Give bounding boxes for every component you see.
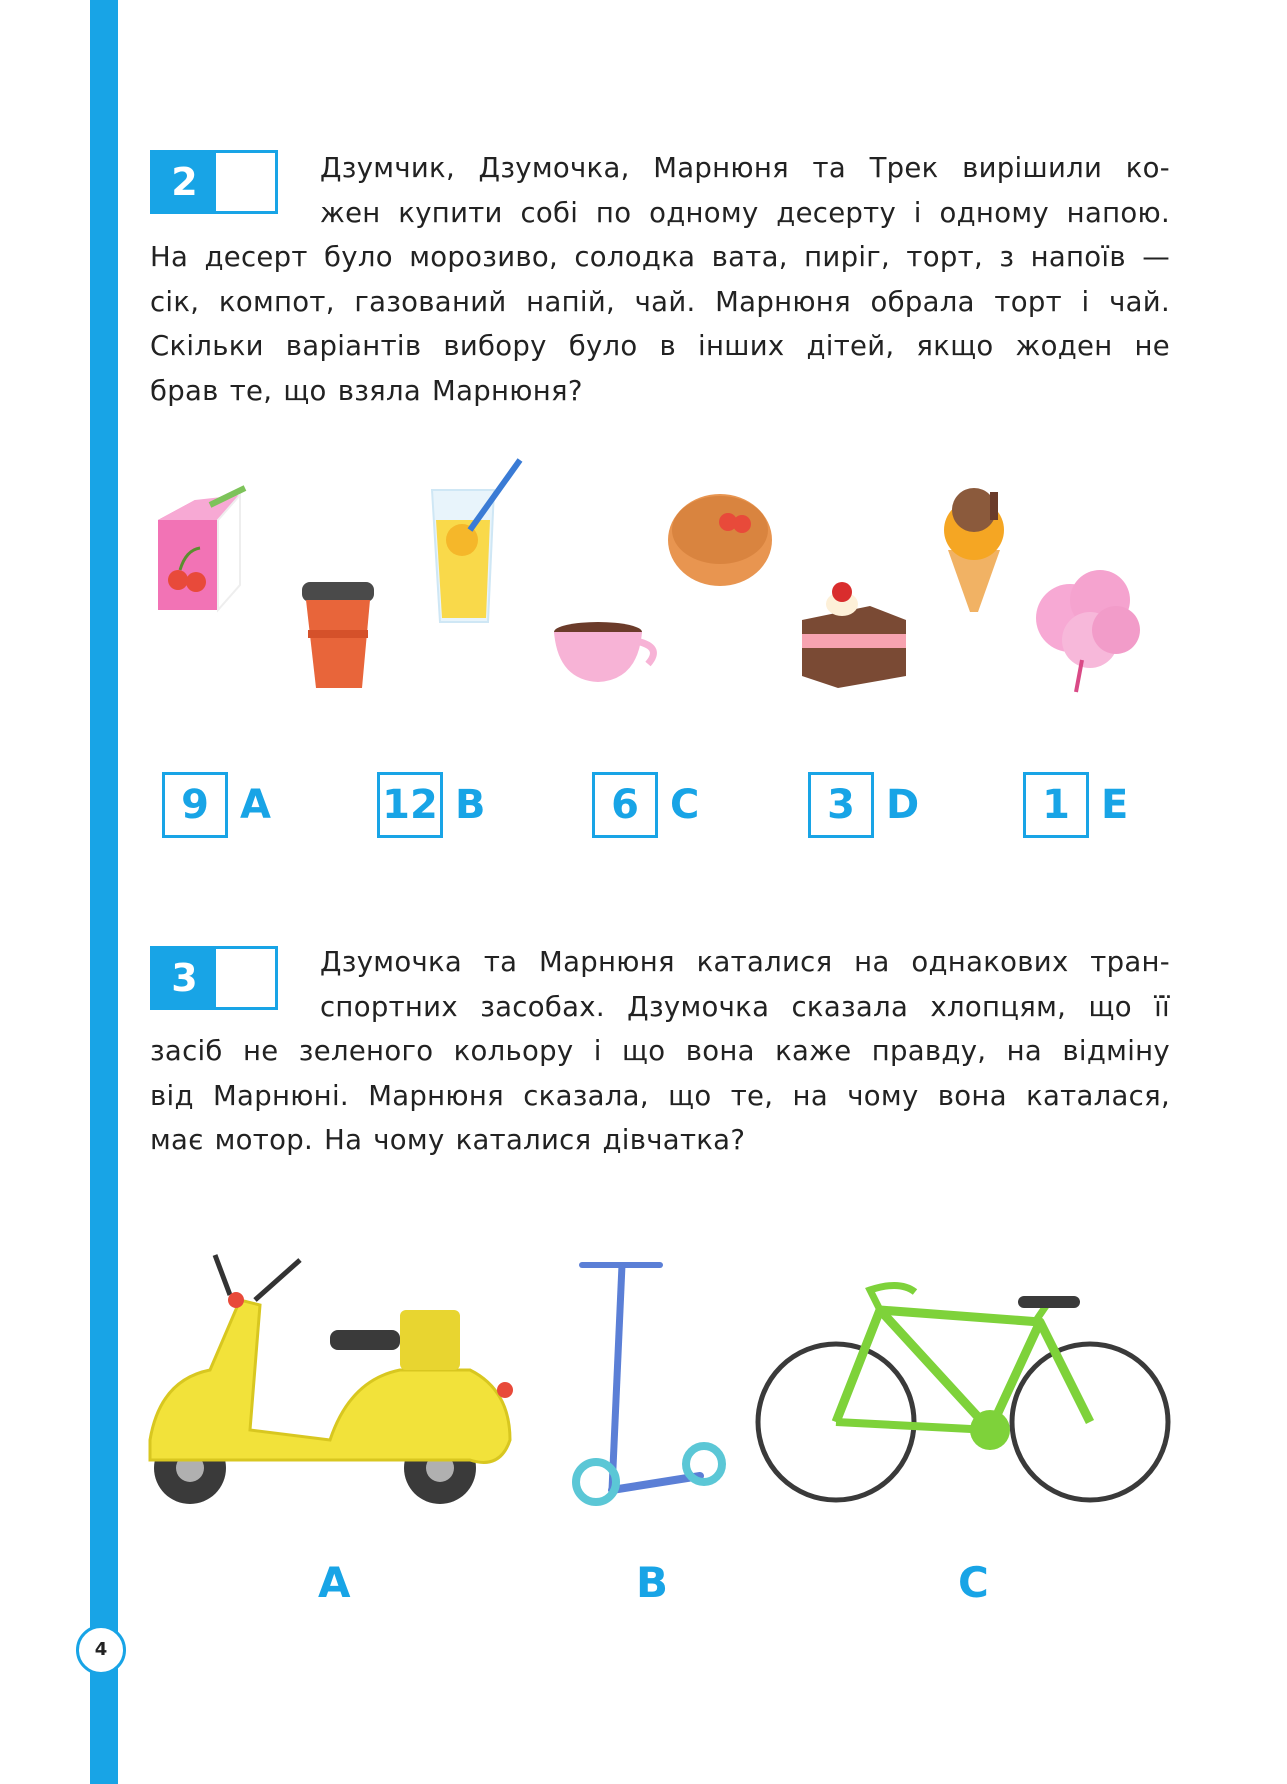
kick-scooter-illustration — [576, 1265, 722, 1502]
task-2-line: На десерт було морозиво, солодка вата, пиріг, торт, з напоїв — — [150, 241, 1170, 273]
ice-cream-illustration — [944, 488, 1004, 612]
task-3-line: Дзумочка та Марнюня каталися на однакових тран- — [320, 946, 1170, 978]
food-illustrations — [0, 0, 1287, 720]
task-3-number: 3 — [153, 949, 216, 1007]
vehicle-option-a[interactable]: A — [318, 1558, 351, 1607]
task-3-line: має мотор. На чому каталися дівчатка? — [150, 1124, 746, 1156]
pie-illustration — [668, 494, 772, 586]
task-2-line: Дзумчик, Дзумочка, Марнюня та Трек вирішили ко- — [320, 152, 1170, 184]
vehicle-option-c[interactable]: C — [958, 1558, 989, 1607]
answer-value: 12 — [377, 772, 443, 838]
task-3-line: засіб не зеленого кольору і що вона каже правду, на відміну — [150, 1035, 1170, 1067]
task-3-line: від Марнюні. Марнюня сказала, що те, на чому вона каталася, — [150, 1079, 1170, 1112]
task-3-text — [150, 940, 1170, 1163]
task-2-answers — [0, 772, 1287, 842]
tea-cup-illustration — [554, 622, 653, 682]
cotton-candy-illustration — [1036, 570, 1140, 692]
answer-letter: D — [886, 782, 920, 828]
answer-option-e[interactable] — [1023, 772, 1128, 838]
answer-letter: C — [670, 782, 700, 828]
motor-scooter-illustration — [150, 1255, 513, 1504]
lemonade-illustration — [432, 460, 520, 622]
task-2-line: жен купити собі по одному десерту і одному напою. — [320, 196, 1170, 229]
task-2-line: сік, компот, газований напій, чай. Марнюня обрала торт і чай. — [150, 285, 1170, 318]
answer-value: 9 — [162, 772, 228, 838]
task-2-line: Скільки варіантів вибору було в інших дітей, якщо жоден не — [150, 330, 1170, 362]
answer-letter: B — [455, 782, 486, 828]
answer-value: 6 — [592, 772, 658, 838]
task-3-line: спортних засобах. Дзумочка сказала хлопцям, що її — [320, 990, 1170, 1023]
juice-box-illustration — [158, 488, 245, 610]
coffee-cup-illustration — [302, 582, 374, 688]
answer-letter: E — [1101, 782, 1129, 828]
answer-value: 3 — [808, 772, 874, 838]
bicycle-illustration — [758, 1285, 1168, 1500]
task-2-line: брав те, що взяла Марнюня? — [150, 374, 583, 407]
task-2-number: 2 — [153, 153, 216, 211]
cake-slice-illustration — [802, 582, 906, 688]
page-number: 4 — [76, 1625, 126, 1675]
answer-option-a[interactable] — [162, 772, 271, 838]
answer-value: 1 — [1023, 772, 1089, 838]
answer-option-d[interactable] — [808, 772, 919, 838]
vehicle-option-b[interactable]: B — [636, 1558, 669, 1607]
answer-letter: A — [240, 782, 271, 828]
answer-option-b[interactable] — [377, 772, 486, 838]
answer-option-c[interactable] — [592, 772, 699, 838]
